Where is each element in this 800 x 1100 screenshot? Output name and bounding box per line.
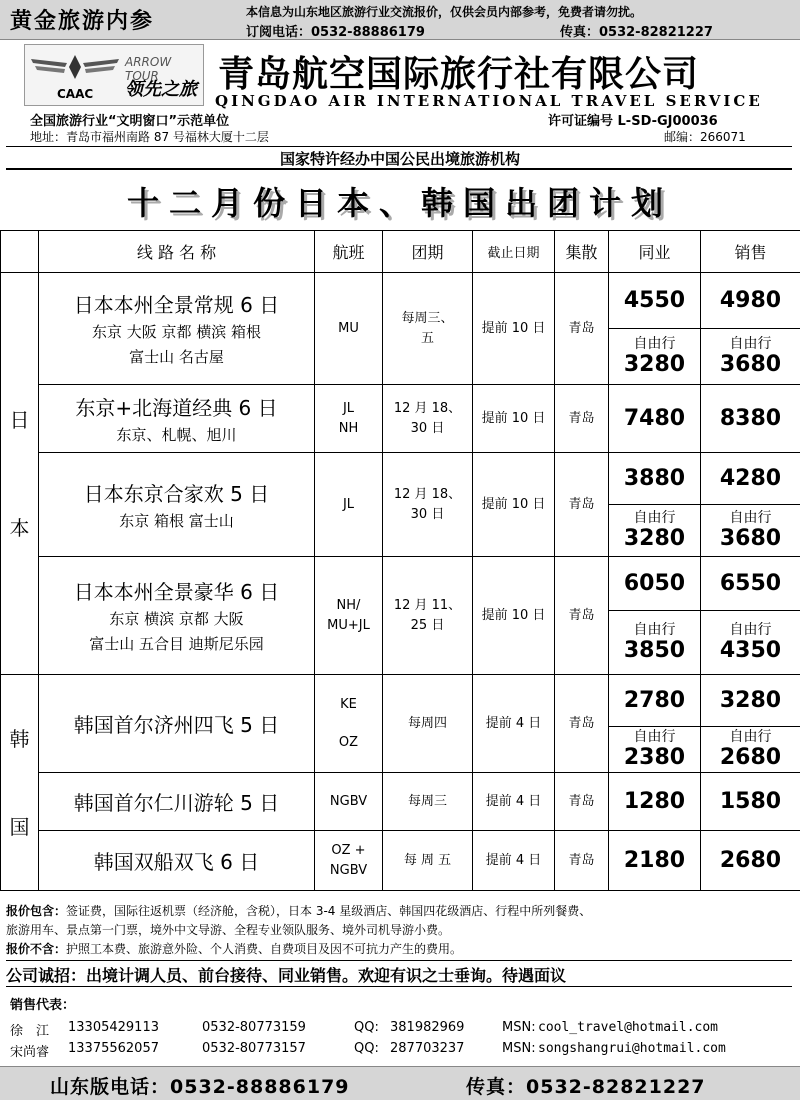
trade-price: 4550 — [609, 273, 701, 329]
flight-cell: JL NH — [315, 385, 383, 453]
recruitment-notice: 公司诚招：出境计调人员、前台接待、同业销售。欢迎有识之士垂询。待遇面议 — [6, 966, 567, 985]
arrow-tour-label: ARROW TOUR — [125, 55, 172, 83]
table-row — [1, 773, 800, 831]
route-stops: 东京 大阪 京都 横滨 箱根 — [91, 323, 262, 341]
divider — [6, 960, 792, 961]
rep-qq: 287703237 — [390, 1041, 465, 1056]
rep-mobile: 13375562057 — [68, 1041, 159, 1056]
retail-free-price: 自由行 2680 — [701, 727, 800, 773]
route-name: 韩国双船双飞 6 日 — [93, 850, 260, 874]
country-korea: 韩 国 — [1, 675, 39, 891]
rep-msn: songshangrui@hotmail.com — [538, 1041, 726, 1056]
retail-price: 8380 — [701, 385, 800, 453]
schedule-cell: 12 月 18、 30 日 — [383, 385, 473, 453]
excluded-label: 报价不含： — [6, 942, 67, 956]
trade-free-price: 自由行 3850 — [609, 611, 701, 675]
lead-tour-label: 领先之旅 — [125, 79, 197, 100]
route-cell — [39, 453, 315, 557]
flight-cell: MU — [315, 273, 383, 385]
route-cell — [39, 557, 315, 675]
rep-tel: 0532-80773157 — [202, 1041, 306, 1056]
plan-title: 十二月份日本、韩国出团计划 — [126, 184, 673, 222]
company-logo — [24, 44, 204, 106]
retail-price: 6550 — [701, 557, 800, 611]
rep-msn-label: MSN: — [502, 1020, 536, 1035]
route-cell — [39, 385, 315, 453]
route-stops: 富士山 五合目 迪斯尼乐园 — [89, 635, 264, 653]
trade-price: 6050 — [609, 557, 701, 611]
deadline-cell: 提前 10 日 — [473, 557, 555, 675]
rep-name: 徐 江 — [10, 1024, 50, 1039]
rep-qq-label: QQ: — [354, 1020, 379, 1035]
deadline-cell: 提前 10 日 — [473, 385, 555, 453]
postcode: 邮编：266071 — [664, 130, 746, 144]
schedule-cell: 每周三 — [383, 773, 473, 831]
trade-price: 1280 — [609, 773, 701, 831]
gather-cell: 青岛 — [555, 453, 609, 557]
rep-name: 宋尚睿 — [10, 1045, 50, 1060]
brand-title: 黄金旅游内参 — [10, 9, 155, 34]
included-text-2: 旅游用车、景点第一门票，境外中文导游、全程专业领队服务、境外司机导游小费。 — [6, 923, 451, 937]
route-cell — [39, 831, 315, 891]
header-schedule: 团期 — [383, 231, 473, 273]
fax-number: 传真：0532-82821227 — [560, 25, 713, 40]
caac-label: CAAC — [57, 87, 94, 101]
schedule-cell: 每周三、 五 — [383, 273, 473, 385]
certification-text: 全国旅游行业“文明窗口”示范单位 — [30, 114, 230, 129]
table-row — [1, 385, 800, 453]
deadline-cell: 提前 4 日 — [473, 675, 555, 773]
header-retail-price: 销售 — [701, 231, 800, 273]
route-stops: 东京 箱根 富士山 — [119, 511, 234, 530]
retail-price: 4280 — [701, 453, 800, 505]
retail-price: 1580 — [701, 773, 800, 831]
authority-text: 国家特许经办中国公民出境旅游机构 — [279, 150, 520, 168]
rep-msn: cool_travel@hotmail.com — [538, 1020, 719, 1035]
trade-price: 2180 — [609, 831, 701, 891]
route-name: 东京+北海道经典 6 日 — [75, 395, 278, 420]
notice-text: 本信息为山东地区旅游行业交流报价，仅供会员内部参考，免费者请勿扰。 — [246, 5, 643, 19]
top-banner — [0, 0, 800, 40]
route-name: 日本本州全景常规 6 日 — [73, 293, 280, 317]
table-header-row — [1, 231, 800, 273]
divider — [6, 168, 792, 170]
retail-free-price: 自由行 3680 — [701, 505, 800, 557]
route-name: 日本本州全景豪华 6 日 — [73, 580, 280, 604]
gather-cell: 青岛 — [555, 273, 609, 385]
retail-free-price: 自由行 3680 — [701, 329, 800, 385]
header-deadline: 截止日期 — [473, 231, 555, 273]
schedule-cell: 12 月 11、 25 日 — [383, 557, 473, 675]
retail-price: 4980 — [701, 273, 800, 329]
table-row — [1, 831, 800, 891]
company-address: 地址：青岛市福州南路 87 号福林大厦十二层 — [30, 130, 269, 144]
trade-free-price: 自由行 3280 — [609, 329, 701, 385]
route-stops: 东京、札幌、旭川 — [116, 425, 237, 444]
header-flight: 航班 — [315, 231, 383, 273]
price-inclusions — [6, 902, 796, 959]
route-name: 日本东京合家欢 5 日 — [83, 481, 270, 506]
excluded-text: 护照工本费、旅游意外险、个人消费、自费项目及因不可抗力产生的费用。 — [66, 942, 463, 956]
header-gather: 集散 — [555, 231, 609, 273]
rep-tel: 0532-80773159 — [202, 1020, 306, 1035]
route-name: 韩国首尔仁川游轮 5 日 — [73, 791, 280, 815]
company-name-en: QINGDAO AIR INTERNATIONAL TRAVEL SERVICE — [215, 92, 763, 110]
header-country — [1, 231, 39, 273]
wings-icon — [29, 49, 121, 87]
trade-price: 3880 — [609, 453, 701, 505]
route-name: 韩国首尔济州四飞 5 日 — [73, 713, 280, 737]
gather-cell: 青岛 — [555, 675, 609, 773]
shandong-phone: 山东版电话：0532-88886179 — [50, 1076, 350, 1098]
subscription-phone: 订阅电话：0532-88886179 — [246, 25, 425, 40]
route-stops: 富士山 名古屋 — [129, 348, 224, 366]
table-row — [1, 273, 800, 329]
retail-price: 3280 — [701, 675, 800, 727]
schedule-cell: 每 周 五 — [383, 831, 473, 891]
trade-price: 7480 — [609, 385, 701, 453]
route-cell — [39, 773, 315, 831]
rep-qq: 381982969 — [390, 1020, 465, 1035]
deadline-cell: 提前 4 日 — [473, 773, 555, 831]
bottom-fax: 传真：0532-82821227 — [466, 1076, 706, 1098]
rep-msn-label: MSN: — [502, 1041, 536, 1056]
deadline-cell: 提前 10 日 — [473, 453, 555, 557]
route-cell — [39, 273, 315, 385]
flight-cell: NGBV — [315, 773, 383, 831]
gather-cell: 青岛 — [555, 557, 609, 675]
route-cell — [39, 675, 315, 773]
schedule-cell: 12 月 18、 30 日 — [383, 453, 473, 557]
deadline-cell: 提前 10 日 — [473, 273, 555, 385]
trade-free-price: 自由行 3280 — [609, 505, 701, 557]
included-label: 报价包含： — [6, 904, 67, 918]
gather-cell: 青岛 — [555, 831, 609, 891]
gather-cell: 青岛 — [555, 385, 609, 453]
trade-price: 2780 — [609, 675, 701, 727]
divider — [6, 146, 792, 147]
trade-free-price: 自由行 2380 — [609, 727, 701, 773]
bottom-banner — [0, 1066, 800, 1100]
header-trade-price: 同业 — [609, 231, 701, 273]
retail-price: 2680 — [701, 831, 800, 891]
company-name-cn: 青岛航空国际旅行社有限公司 — [218, 54, 700, 95]
schedule-cell: 每周四 — [383, 675, 473, 773]
table-row — [1, 453, 800, 505]
flight-cell: OZ + NGBV — [315, 831, 383, 891]
sales-reps-title: 销售代表： — [10, 998, 76, 1013]
deadline-cell: 提前 4 日 — [473, 831, 555, 891]
license-number: 许可证编号 L-SD-GJ00036 — [548, 114, 718, 129]
retail-free-price: 自由行 4350 — [701, 611, 800, 675]
table-row — [1, 675, 800, 727]
header-route: 线 路 名 称 — [39, 231, 315, 273]
table-row — [1, 557, 800, 611]
flight-cell: NH/ MU+JL — [315, 557, 383, 675]
included-text: 签证费，国际往返机票（经济舱，含税），日本 3-4 星级酒店、韩国四花级酒店、行程中所列餐费、 — [66, 904, 592, 918]
tour-schedule-table — [0, 230, 800, 891]
flight-cell: KE OZ — [315, 675, 383, 773]
rep-qq-label: QQ: — [354, 1041, 379, 1056]
gather-cell: 青岛 — [555, 773, 609, 831]
divider — [6, 986, 792, 987]
route-stops: 东京 横滨 京都 大阪 — [109, 610, 244, 628]
flight-cell: JL — [315, 453, 383, 557]
rep-mobile: 13305429113 — [68, 1020, 159, 1035]
country-japan: 日 本 — [1, 273, 39, 675]
